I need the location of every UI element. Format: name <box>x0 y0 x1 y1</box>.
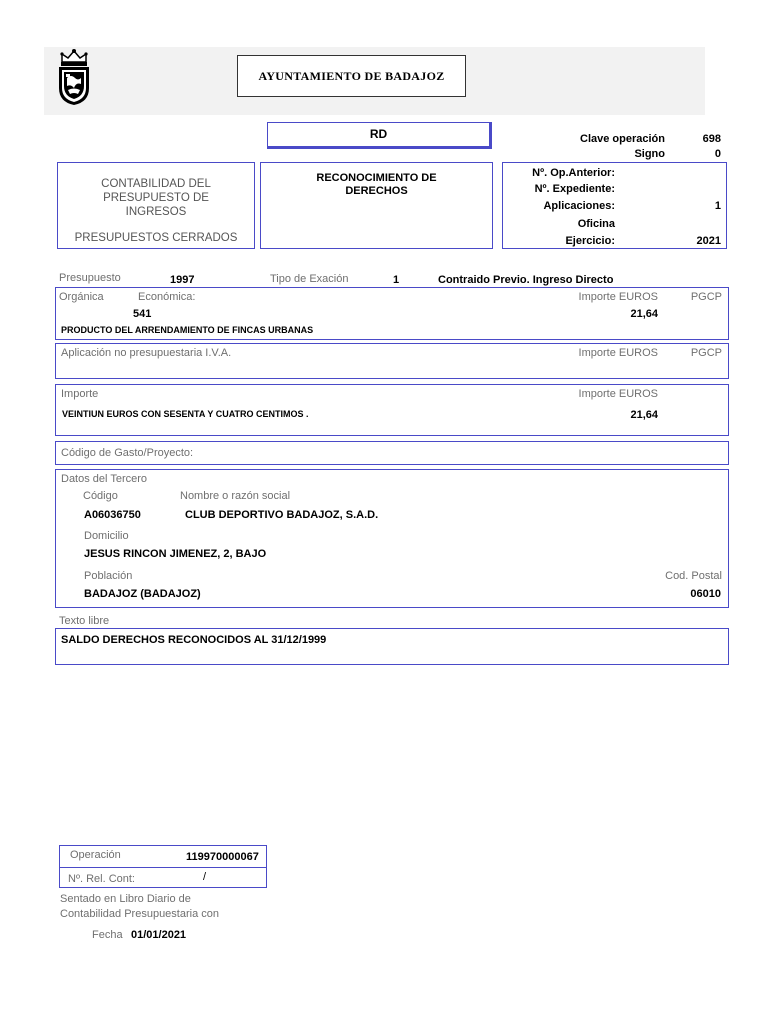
tercero-poblacion-value: BADAJOZ (BADAJOZ) <box>84 588 201 600</box>
iva-pgcp-label: PGCP <box>690 347 722 359</box>
tercero-nombre-value: CLUB DEPORTIVO BADAJOZ, S.A.D. <box>185 509 379 521</box>
reconocimiento-line2: DERECHOS <box>345 185 408 197</box>
aplicaciones-label: Aplicaciones: <box>543 200 615 212</box>
document-code-box <box>267 122 492 149</box>
signo-label: Signo <box>634 148 665 160</box>
codigo-gasto-label: Código de Gasto/Proyecto: <box>61 447 194 459</box>
presupuesto-label: Presupuesto <box>59 272 121 284</box>
operacion-value: 119970000067 <box>186 851 259 863</box>
ejercicio-label: Ejercicio: <box>565 235 615 247</box>
tercero-nombre-label: Nombre o razón social <box>180 490 291 502</box>
document-code: RD <box>369 127 388 141</box>
iva-importe-label: Importe EUROS <box>578 347 658 359</box>
oficina-label: Oficina <box>577 218 615 230</box>
tercero-domicilio-label: Domicilio <box>84 530 129 542</box>
tipo-exacion-description: Contraido Previo. Ingreso Directo <box>438 274 614 286</box>
contabilidad-line2: PRESUPUESTO DE <box>103 192 209 204</box>
sentado-line1: Sentado en Libro Diario de <box>60 893 191 905</box>
tercero-cod-postal-label: Cod. Postal <box>665 570 722 582</box>
economica-value: 541 <box>133 308 152 320</box>
op-anterior-label: Nº. Op.Anterior: <box>532 167 615 179</box>
texto-libre-label: Texto libre <box>59 615 110 627</box>
aplicacion-pgcp-label: PGCP <box>690 291 722 303</box>
rel-cont-label: Nº. Rel. Cont: <box>68 873 135 885</box>
economica-label: Económica: <box>138 291 196 303</box>
tercero-domicilio-value: JESUS RINCON JIMENEZ, 2, BAJO <box>84 548 267 560</box>
importe-label: Importe <box>61 388 99 400</box>
tercero-codigo-label: Código <box>83 490 118 502</box>
organization-title: AYUNTAMIENTO DE BADAJOZ <box>237 55 466 97</box>
fecha-label: Fecha <box>92 929 123 941</box>
contabilidad-box <box>57 162 255 249</box>
importe-text: VEINTIUN EUROS CON SESENTA Y CUATRO CENTIMOS . <box>62 409 309 419</box>
clave-operacion-label: Clave operación <box>580 133 665 145</box>
operacion-divider <box>59 867 267 868</box>
aplicacion-importe-label: Importe EUROS <box>578 291 658 303</box>
tipo-exacion-label: Tipo de Exación <box>270 273 349 285</box>
fecha-value: 01/01/2021 <box>131 929 187 941</box>
tercero-poblacion-label: Población <box>84 570 133 582</box>
rel-cont-value: / <box>203 871 207 883</box>
tercero-cod-postal-value: 06010 <box>690 588 721 600</box>
clave-operacion-value: 698 <box>702 133 721 145</box>
presupuesto-value: 1997 <box>170 274 195 286</box>
texto-libre-value: SALDO DERECHOS RECONOCIDOS AL 31/12/1999 <box>61 634 327 646</box>
contabilidad-line3: INGRESOS <box>125 206 187 218</box>
contabilidad-line4: PRESUPUESTOS CERRADOS <box>74 232 238 244</box>
signo-value: 0 <box>714 148 721 160</box>
importe-value: 21,64 <box>630 409 658 421</box>
ejercicio-value: 2021 <box>696 235 721 247</box>
aplicaciones-value: 1 <box>714 200 721 212</box>
tercero-section-label: Datos del Tercero <box>61 473 148 485</box>
reconocimiento-line1: RECONOCIMIENTO DE <box>316 172 437 184</box>
aplicacion-importe-value: 21,64 <box>630 308 658 320</box>
importe-euros-label: Importe EUROS <box>578 388 658 400</box>
tipo-exacion-code: 1 <box>393 274 400 286</box>
sentado-line2: Contabilidad Presupuestaria con <box>60 908 219 920</box>
tercero-codigo-value: A06036750 <box>84 509 141 521</box>
coat-of-arms-icon <box>54 48 94 106</box>
contabilidad-line1: CONTABILIDAD DEL <box>101 178 211 190</box>
expediente-label: Nº. Expediente: <box>534 183 615 195</box>
aplicacion-description: PRODUCTO DEL ARRENDAMIENTO DE FINCAS URBANAS <box>61 325 314 335</box>
operacion-label: Operación <box>70 849 121 861</box>
iva-label: Aplicación no presupuestaria I.V.A. <box>61 347 232 359</box>
organica-label: Orgánica <box>59 291 104 303</box>
reconocimiento-box <box>260 162 493 249</box>
